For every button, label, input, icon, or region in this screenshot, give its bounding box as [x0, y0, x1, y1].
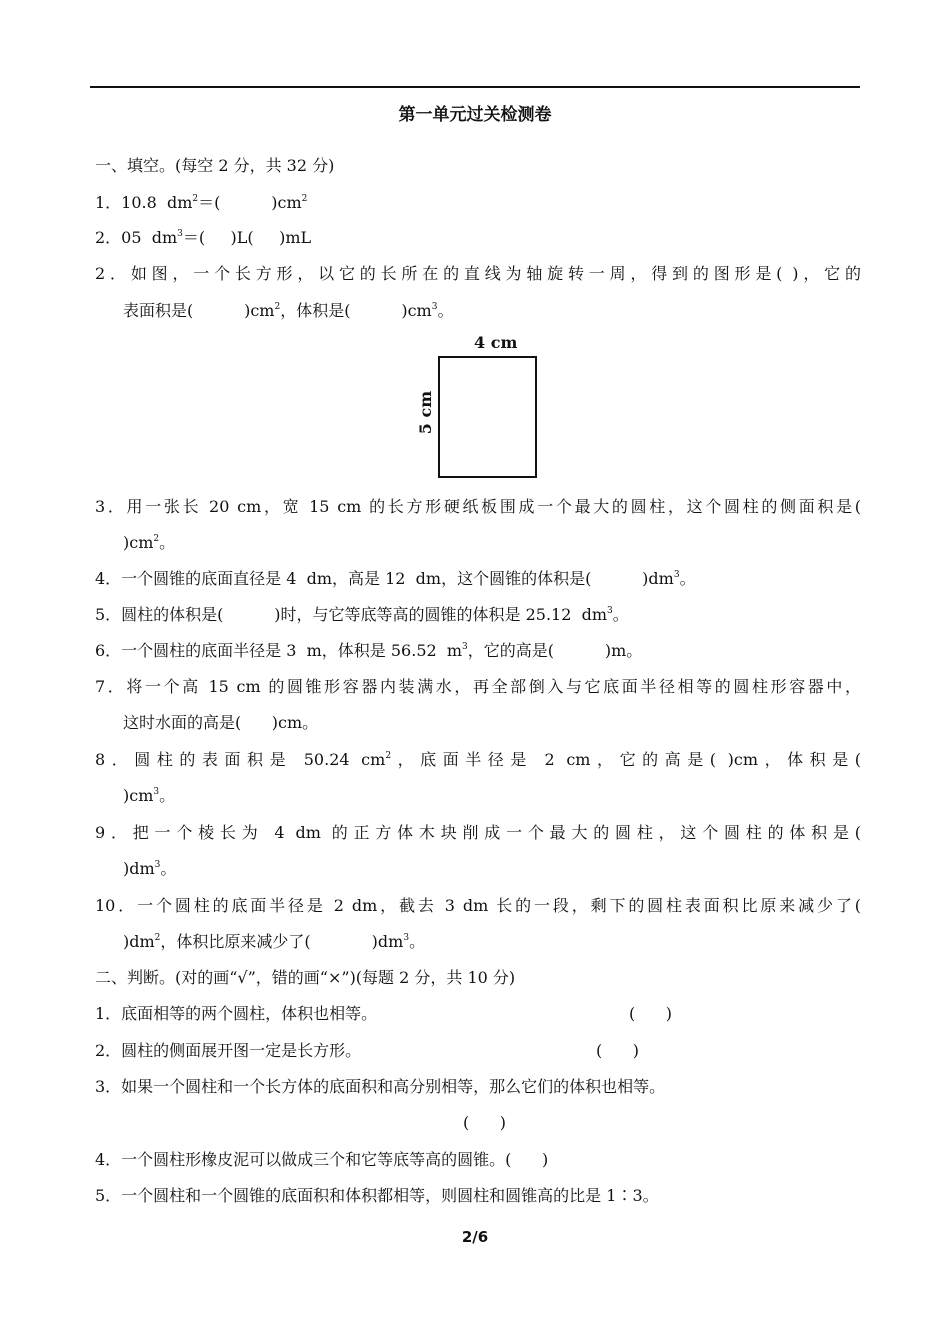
question-2-line1: 2．如图，一个长方形，以它的长所在的直线为轴旋转一周，得到的图形是( )，它的	[95, 264, 861, 283]
judge-2-answer[interactable]: ( )	[596, 1041, 639, 1060]
question-8-line2: )$cm^3$。	[123, 786, 176, 805]
page-title: 第一单元过关检测卷	[398, 105, 552, 125]
question-10-line1: 10．一个圆柱的底面半径是 2 dm，截去 3 dm 长的一段，剩下的圆柱表面积比原来减少了(	[95, 896, 861, 915]
question-1a: 1．10.8 $dm^2=$( )$cm^2$	[95, 193, 308, 212]
question-4: 4．一个圆锥的底面直径是 4 dm，高是 12 dm，这个圆锥的体积是( )$dm^3$。	[95, 569, 696, 588]
judge-5: 5．一个圆柱和一个圆锥的底面积和体积都相等，则圆柱和圆锥高的比是 1∶3。	[95, 1186, 659, 1205]
question-7-line1: 7．将一个高 15 cm 的圆锥形容器内装满水，再全部倒入与它底面半径相等的圆柱形容器中，	[95, 677, 861, 696]
figure-height-label: 5 cm	[416, 390, 436, 435]
question-3-line1: 3．用一张长 20 cm，宽 15 cm 的长方形硬纸板围成一个最大的圆柱，这个圆柱的侧面积是(	[95, 497, 861, 516]
question-5: 5．圆柱的体积是( )时，与它等底等高的圆锥的体积是 25.12 $dm^3$。	[95, 605, 629, 624]
question-8-line1: 8．圆柱的表面积是 50.24 $cm^2$，底面半径是 2 cm，它的高是( )cm，体积是(	[95, 750, 861, 769]
section1-heading: 一、填空。(每空 2 分，共 32 分)	[95, 156, 335, 175]
question-9-line2: )$dm^3$。	[123, 859, 177, 878]
section2-heading: 二、判断。(对的画“√”，错的画“×”)(每题 2 分，共 10 分)	[95, 968, 516, 987]
judge-3-answer[interactable]: ( )	[463, 1113, 506, 1132]
judge-3: 3．如果一个圆柱和一个长方体的底面积和高分别相等，那么它们的体积也相等。	[95, 1077, 666, 1096]
rectangle-figure	[438, 356, 537, 478]
judge-1: 1．底面相等的两个圆柱，体积也相等。	[95, 1004, 378, 1023]
judge-4: 4．一个圆柱形橡皮泥可以做成三个和它等底等高的圆锥。( )	[95, 1150, 549, 1169]
question-1b: 2．05 $dm^3=$( )L( )mL	[95, 228, 312, 247]
question-9-line1: 9．把一个棱长为 4 dm 的正方体木块削成一个最大的圆柱，这个圆柱的体积是(	[95, 823, 861, 842]
question-7-line2: 这时水面的高是( )cm。	[123, 713, 319, 732]
question-6: 6．一个圆柱的底面半径是 3 m，体积是 56.52 $m^3$，它的高是( )m。	[95, 641, 643, 660]
page-number: 2/6	[461, 1228, 489, 1246]
judge-2: 2．圆柱的侧面展开图一定是长方形。	[95, 1041, 362, 1060]
header-rule	[90, 86, 860, 88]
question-2-line2: 表面积是( )$cm^2$，体积是( )$cm^3$。	[123, 301, 454, 320]
question-10-line2: )$dm^2$，体积比原来减少了( )$dm^3$。	[123, 932, 426, 951]
question-3-line2: )$cm^2$。	[123, 533, 176, 552]
judge-1-answer[interactable]: ( )	[629, 1004, 672, 1023]
figure-width-label: 4 cm	[474, 333, 518, 352]
